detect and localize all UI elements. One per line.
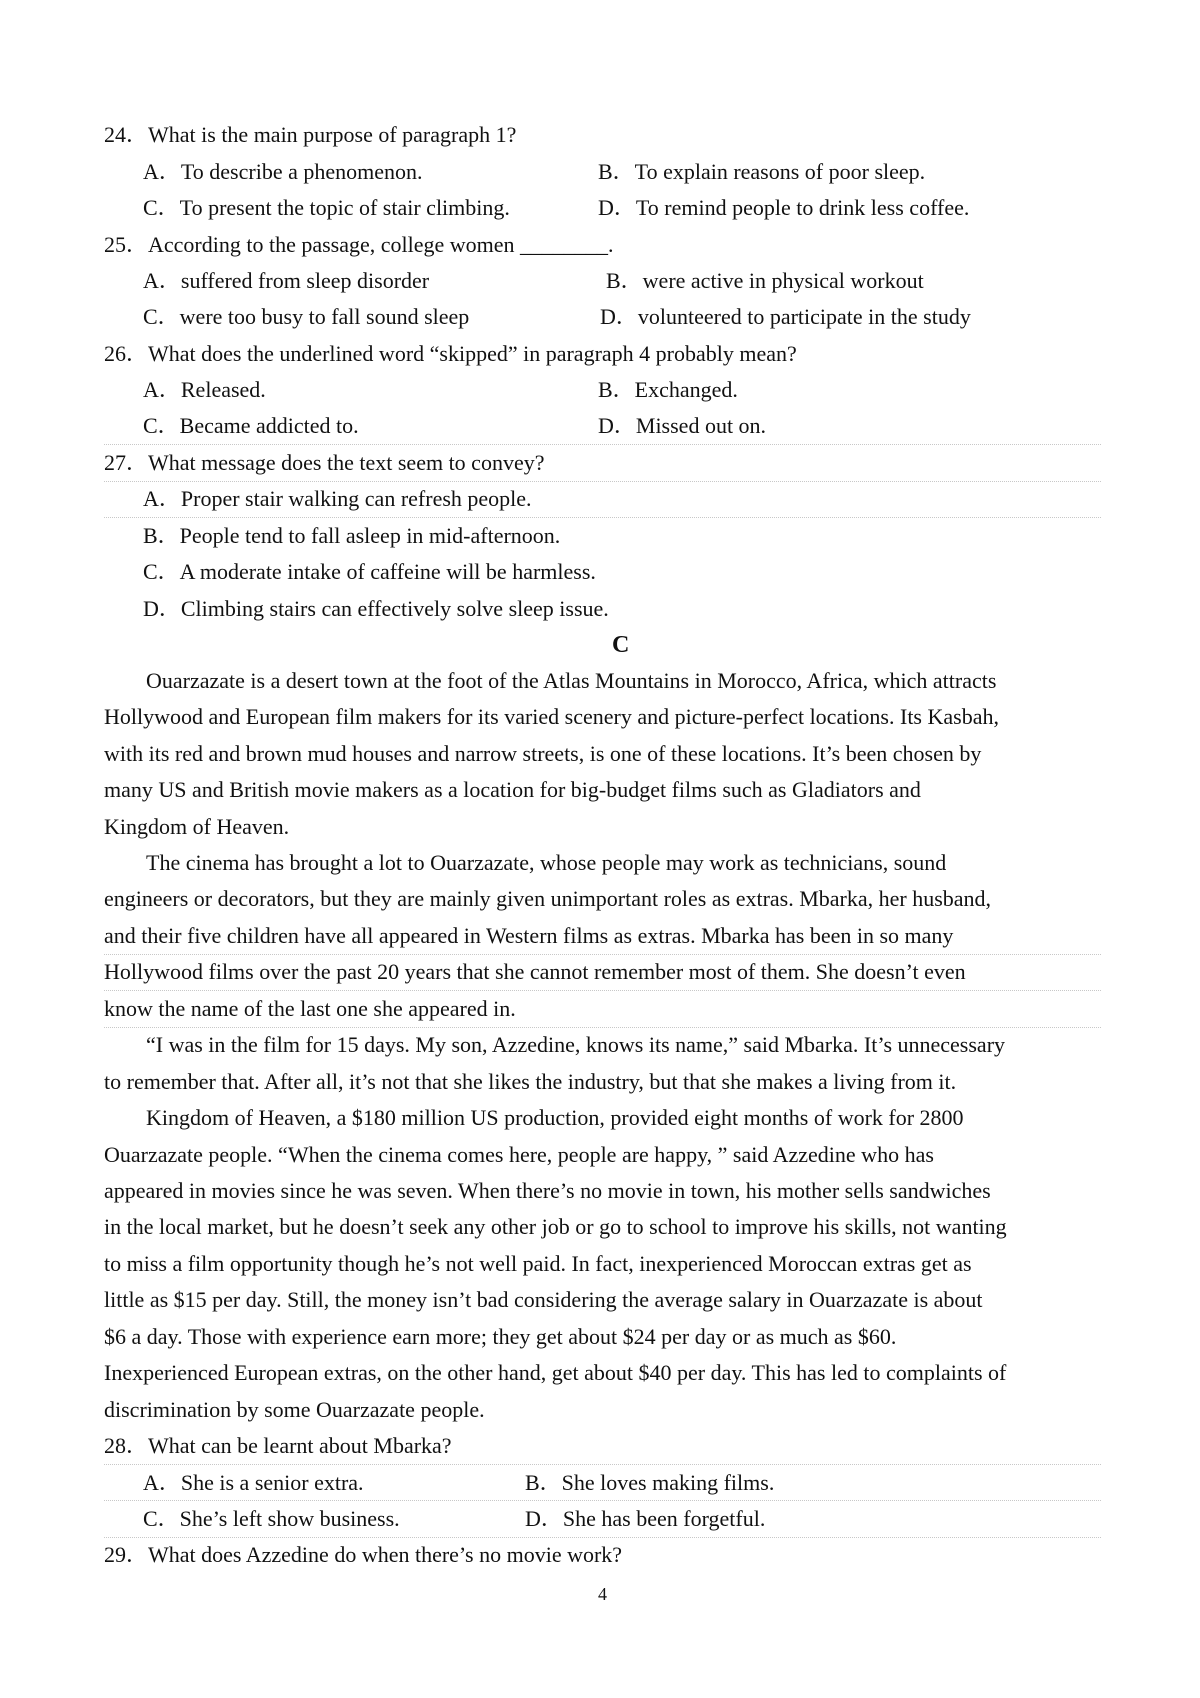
passage-line: Kingdom of Heaven. (104, 814, 290, 839)
passage-line: Inexperienced European extras, on the other hand, get about $40 per day. This has led to complaints of (104, 1360, 1007, 1385)
q27-stem: 27．What message does the text seem to convey? (104, 450, 545, 475)
passage-line: and their five children have all appeared in Western films as extras. Mbarka has been in so many (104, 923, 954, 948)
q28-option-d: D．She has been forgetful. (525, 1506, 766, 1531)
passage-line: “I was in the film for 15 days. My son, Azzedine, knows its name,” said Mbarka. It’s unnecessary (146, 1032, 1006, 1057)
q27-option-d: D．Climbing stairs can effectively solve sleep issue. (143, 596, 609, 621)
dotted-rule (104, 1500, 1101, 1501)
q28-option-b: B．She loves making films. (525, 1470, 775, 1495)
passage-line: little as $15 per day. Still, the money isn’t bad considering the average salary in Ouarzazate is about (104, 1287, 983, 1312)
q24-option-b: B．To explain reasons of poor sleep. (598, 159, 926, 184)
q26-option-c: C．Became addicted to. (143, 413, 359, 438)
q24-option-a: A．To describe a phenomenon. (143, 159, 423, 184)
passage-line: discrimination by some Ouarzazate people. (104, 1397, 485, 1422)
dotted-rule (104, 990, 1101, 991)
passage-line: Ouarzazate is a desert town at the foot of the Atlas Mountains in Morocco, Africa, which attracts (146, 668, 997, 693)
q25-option-c: C．were too busy to fall sound sleep (143, 304, 470, 329)
passage-line: know the name of the last one she appeared in. (104, 996, 516, 1021)
passage-line: Hollywood and European film makers for its varied scenery and picture-perfect locations. Its Kasbah, (104, 704, 999, 729)
q25-option-d: D．volunteered to participate in the study (600, 304, 971, 329)
passage-line: Ouarzazate people. “When the cinema comes here, people are happy, ” said Azzedine who has (104, 1142, 934, 1167)
q26-option-d: D．Missed out on. (598, 413, 767, 438)
passage-line: The cinema has brought a lot to Ouarzazate, whose people may work as technicians, sound (146, 850, 947, 875)
passage-line: in the local market, but he doesn’t seek any other job or go to school to improve his skills, not wanting (104, 1214, 1007, 1239)
q25-option-b: B．were active in physical workout (606, 268, 924, 293)
q27-option-a: A．Proper stair walking can refresh people. (143, 486, 532, 511)
q24-option-c: C．To present the topic of stair climbing. (143, 195, 510, 220)
dotted-rule (104, 954, 1101, 955)
q24-option-d: D．To remind people to drink less coffee. (598, 195, 970, 220)
dotted-rule (104, 1027, 1101, 1028)
passage-line: many US and British movie makers as a location for big-budget films such as Gladiators and (104, 777, 921, 802)
q28-option-a: A．She is a senior extra. (143, 1470, 364, 1495)
dotted-rule (104, 444, 1101, 445)
q24-stem: 24．What is the main purpose of paragraph 1? (104, 122, 517, 147)
q28-option-c: C．She’s left show business. (143, 1506, 400, 1531)
dotted-rule (104, 1464, 1101, 1465)
q25-stem: 25．According to the passage, college women ________. (104, 232, 614, 257)
q28-stem: 28．What can be learnt about Mbarka? (104, 1433, 452, 1458)
passage-line: with its red and brown mud houses and narrow streets, is one of these locations. It’s been chosen by (104, 741, 982, 766)
passage-line: to remember that. After all, it’s not that she likes the industry, but that she makes a living from it. (104, 1069, 957, 1094)
passage-line: $6 a day. Those with experience earn more; they get about $24 per day or as much as $60. (104, 1324, 897, 1349)
dotted-rule (104, 481, 1101, 482)
q25-option-a: A．suffered from sleep disorder (143, 268, 430, 293)
q26-stem: 26．What does the underlined word “skipped” in paragraph 4 probably mean? (104, 341, 797, 366)
q29-stem: 29．What does Azzedine do when there’s no movie work? (104, 1542, 623, 1567)
passage-line: Kingdom of Heaven, a $180 million US production, provided eight months of work for 2800 (146, 1105, 964, 1130)
passage-line: engineers or decorators, but they are mainly given unimportant roles as extras. Mbarka, her husband, (104, 886, 992, 911)
q27-option-b: B．People tend to fall asleep in mid-afternoon. (143, 523, 561, 548)
passage-line: appeared in movies since he was seven. When there’s no movie in town, his mother sells sandwiches (104, 1178, 991, 1203)
dotted-rule (104, 1537, 1101, 1538)
q26-option-a: A．Released. (143, 377, 266, 402)
page-number: 4 (598, 1584, 607, 1604)
dotted-rule (104, 517, 1101, 518)
passage-line: Hollywood films over the past 20 years that she cannot remember most of them. She doesn’t even (104, 959, 966, 984)
passage-line: to miss a film opportunity though he’s not well paid. In fact, inexperienced Moroccan extras get as (104, 1251, 972, 1276)
q27-option-c: C．A moderate intake of caffeine will be harmless. (143, 559, 596, 584)
q26-option-b: B．Exchanged. (598, 377, 738, 402)
section-title: C (612, 632, 630, 658)
